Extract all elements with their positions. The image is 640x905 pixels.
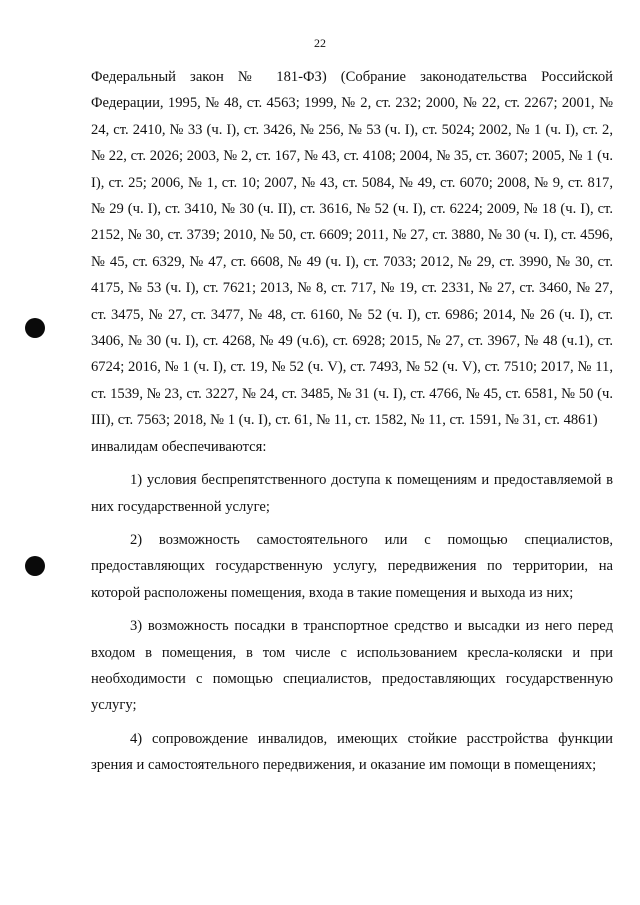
punch-hole-mark <box>25 556 45 576</box>
document-body <box>91 64 613 779</box>
list-item-1: 1) условия беспрепятственного доступа к помещениям и предоставляемой в них государственной услуге; <box>91 472 613 515</box>
page-number: 22 <box>314 36 326 50</box>
list-item-3: 3) возможность посадки в транспортное средство и высадки из него перед входом в помещения, в том числе с использованием кресла-коляски и при необходимости с помощью специалистов, предоставляющих государственную услугу; <box>91 618 613 714</box>
list-item-2: 2) возможность самостоятельного или с помощью специалистов, предоставляющих государственную услугу, передвижения по территории, на которой расположены помещения, входа в такие помещения и выхода из них; <box>91 531 613 601</box>
intro-line: инвалидам обеспечиваются: <box>91 438 267 455</box>
punch-hole-mark <box>25 318 45 338</box>
list-item-4: 4) сопровождение инвалидов, имеющих стойкие расстройства функции зрения и самостоятельного передвижения, и оказание им помощи в помещениях; <box>91 730 613 774</box>
law-citation-paragraph: Федеральный закон № 181-ФЗ) (Собрание законодательства Российской Федерации, 1995, № 48, ст. 4563; 1999, № 2, ст. 232; 2000, № 22, ст. 2267; 2001, № 24, ст. 2410, № 33 (ч. I), ст. 3426, № 256, № 53 (ч. I), ст. 5024; 2002, № 1 (ч. I), ст. 2, № 22, ст. 2026; 2003, № 2, ст. 167, № 43, ст. 4108; 2004, № 35, ст. 3607; 2005, № 1 (ч. I), ст. 25; 2006, № 1, ст. 10; 2007, № 43, ст. 5084, № 49, ст. 6070; 2008, № 9, ст. 817, № 29 (ч. I), ст. 3410, № 30 (ч. II), ст. 3616, № 52 (ч. I), ст. 6224; 2009, № 18 (ч. I), ст. 2152, № 30, ст. 3739; 2010, № 50, ст. 6609; 2011, № 27, ст. 3880, № 30 (ч. I), ст. 4596, № 45, ст. 6329, № 47, ст. 6608, № 49 (ч. I), ст. 7033; 2012, № 29, ст. 3990, № 30, ст. 4175, № 53 (ч. I), ст. 7621; 2013, № 8, ст. 717, № 19, ст. 2331, № 27, ст. 3460, № 27, ст. 3475, № 27, ст. 3477, № 48, ст. 6160, № 52 (ч. I), ст. 6986; 2014, № 26 (ч. I), ст. 3406, № 30 (ч. I), ст. 4268, № 49 (ч.6), ст. 6928; 2015, № 27, ст. 3967, № 48 (ч.1), ст. 6724; 2016, № 1 (ч. I), ст. 19, № 52 (ч. V), ст. 7493, № 52 (ч. V), ст. 7510; 2017, № 11, ст. 1539, № 23, ст. 3227, № 24, ст. 3485, № 31 (ч. I), ст. 4766, № 45, ст. 6581, № 50 (ч. III), ст. 7563; 2018, № 1 (ч. I), ст. 61, № 11, ст. 1582, № 11, ст. 1591, № 31, ст. 4861) <box>91 69 613 429</box>
